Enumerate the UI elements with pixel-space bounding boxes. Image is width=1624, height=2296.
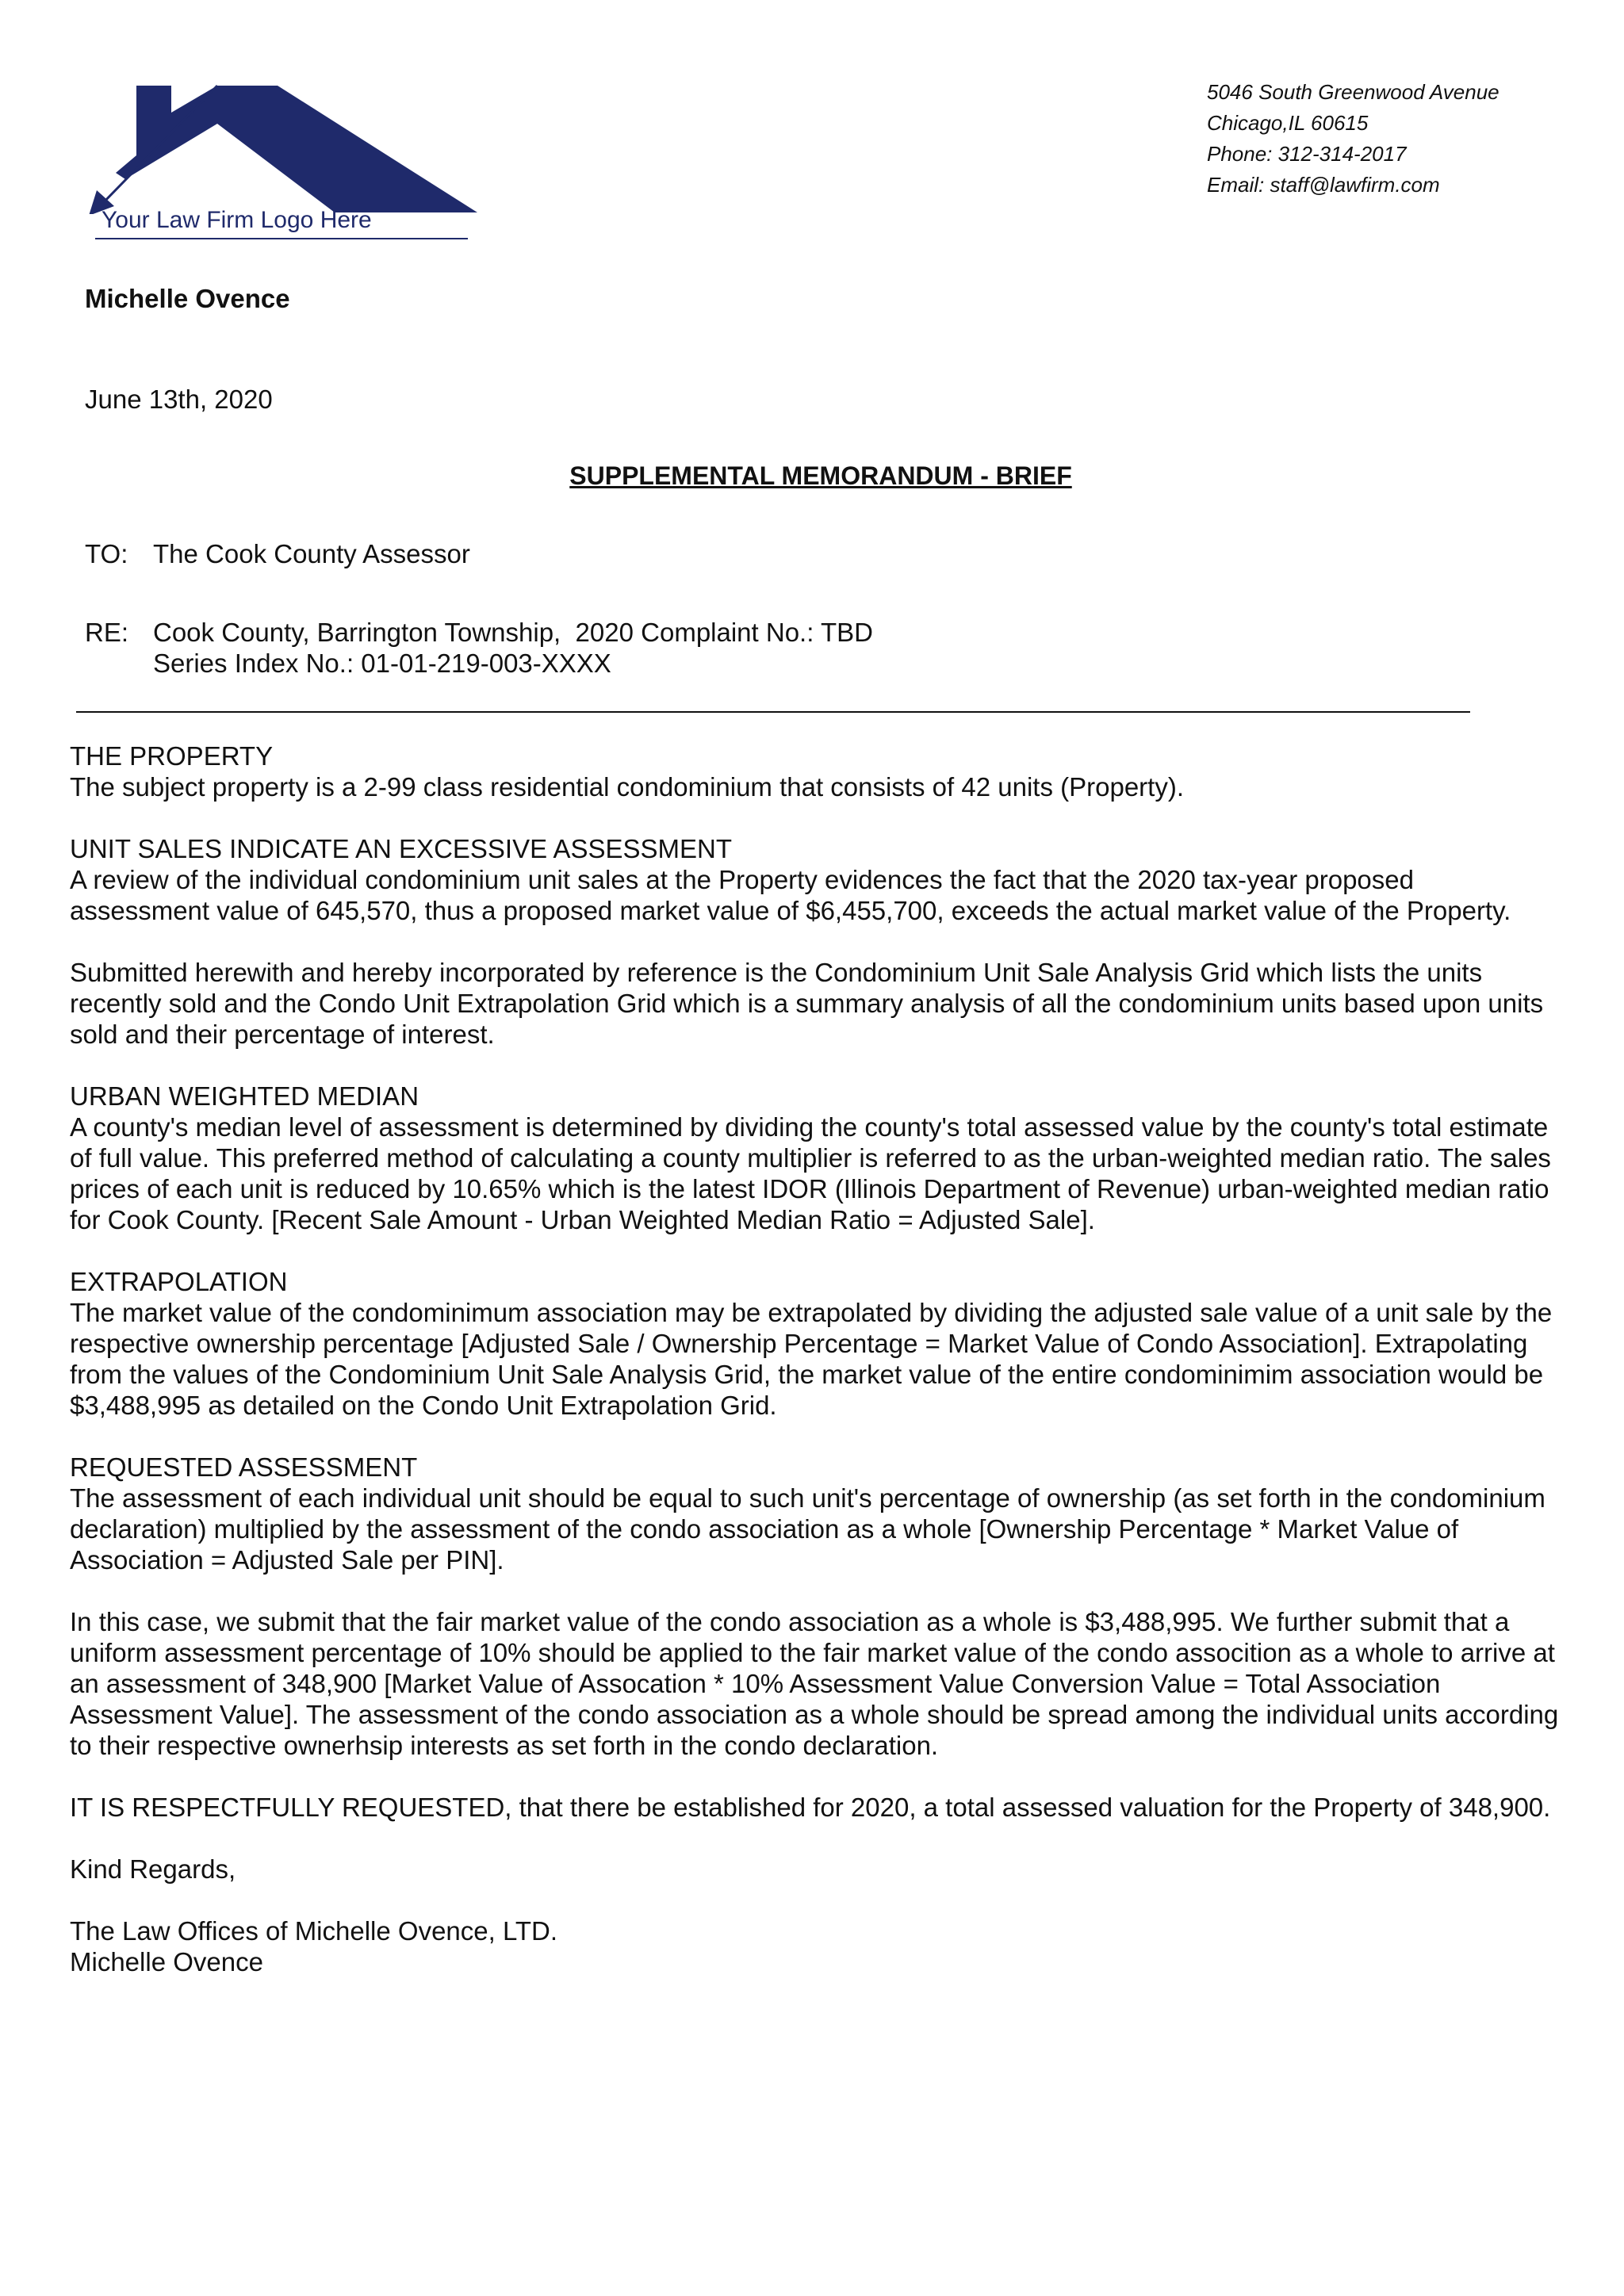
- to-value: The Cook County Assessor: [153, 539, 470, 568]
- section-text: The subject property is a 2-99 class residential condominium that consists of 42 units (Property).: [70, 772, 1184, 802]
- address-email: Email: staff@lawfirm.com: [1207, 173, 1440, 197]
- to-label: TO:: [85, 539, 128, 568]
- address-city: Chicago,IL 60615: [1207, 111, 1369, 135]
- section-extrapolation: [70, 1266, 1561, 1421]
- section-heading: THE PROPERTY: [70, 741, 274, 771]
- section-unit-sales: [70, 833, 1561, 926]
- sender-name: Michelle Ovence: [85, 284, 290, 313]
- section-urban-median: [70, 1081, 1561, 1235]
- section-text: The market value of the condominimum association may be extrapolated by dividing the adjusted sale value of a unit sale by the respective ownership percentage [Adjusted Sale / Ownership Percentage = Market Value of Condo Association]. Extrapolating from the values of the Condominium Unit Sale Analysis Grid, the market value of the entire condominimim association would be $3,488,995 as detailed on the Condo Unit Extrapolation Grid.: [70, 1298, 1553, 1420]
- section-heading: URBAN WEIGHTED MEDIAN: [70, 1081, 419, 1111]
- section-property: [70, 740, 1561, 802]
- signature-name: Michelle Ovence: [70, 1947, 263, 1976]
- closing: Kind Regards,: [70, 1854, 236, 1884]
- re-label: RE:: [85, 618, 129, 647]
- signature-firm: The Law Offices of Michelle Ovence, LTD.: [70, 1916, 558, 1946]
- re-line-2: Series Index No.: 01-01-219-003-XXXX: [153, 649, 611, 678]
- re-value: [153, 617, 873, 679]
- memo-title: SUPPLEMENTAL MEMORANDUM - BRIEF: [569, 461, 1072, 490]
- re-line: [85, 617, 873, 679]
- section-text: A review of the individual condominium unit sales at the Property evidences the fact that the 2020 tax-year proposed assessment value of 645,570, thus a proposed market value of $6,455,700, exceeds the actual market value of the Property.: [70, 865, 1511, 925]
- logo-text: Your Law Firm Logo Here: [102, 207, 372, 233]
- section-text: A county's median level of assessment is determined by dividing the county's total assessed value by the county's total estimate of full value. This preferred method of calculating a county multiplier is referred to as the urban-weighted median ratio. The sales prices of each unit is reduced by 10.65% which is the latest IDOR (Illinois Department of Revenue) urban-weighted median ratio for Cook County. [Recent Sale Amount - Urban Weighted Median Ratio = Adjusted Sale].: [70, 1112, 1551, 1234]
- section-text: The assessment of each individual unit should be equal to such unit's percentage of ownership (as set forth in the condominium declaration) multiplied by the assessment of the condo association as a whole [Ownership Percentage * Market Value of Association = Adjusted Sale per PIN].: [70, 1483, 1545, 1575]
- house-roof-icon: [82, 79, 495, 214]
- to-line: [85, 539, 470, 569]
- section-heading: REQUESTED ASSESSMENT: [70, 1452, 418, 1482]
- address-phone: Phone: 312-314-2017: [1207, 142, 1407, 166]
- letter-date: June 13th, 2020: [85, 385, 273, 414]
- memo-body: [70, 740, 1561, 2008]
- section-unit-sales-paragraph-2: Submitted herewith and hereby incorporated by reference is the Condominium Unit Sale Analysis Grid which lists the units recently sold and the Condo Unit Extrapolation Grid which is a summary analysis of all the condominium units based upon units sold and their percentage of interest.: [70, 958, 1544, 1049]
- signature-block: [70, 1915, 1561, 1977]
- address-street: 5046 South Greenwood Avenue: [1207, 80, 1500, 104]
- section-heading: UNIT SALES INDICATE AN EXCESSIVE ASSESSMENT: [70, 834, 733, 863]
- horizontal-divider: [76, 711, 1470, 713]
- section-requested-assessment: [70, 1452, 1561, 1575]
- section-heading: EXTRAPOLATION: [70, 1267, 288, 1296]
- section-requested-paragraph-2: In this case, we submit that the fair market value of the condo association as a whole is $3,488,995. We further submit that a uniform assessment percentage of 10% should be applied to the fair market value of the condo assocition as a whole to arrive at an assessment of 348,900 [Market Value of Assocation * 10% Assessment Value Conversion Value = Total Association Assessment Value]. The assessment of the condo association as a whole should be spread among the individual units according to their respective ownerhsip interests as set forth in the condo declaration.: [70, 1607, 1559, 1760]
- request-statement: IT IS RESPECTFULLY REQUESTED, that there be established for 2020, a total assessed valuation for the Property of 348,900.: [70, 1793, 1551, 1822]
- logo-underline: [95, 238, 468, 239]
- re-line-1: Cook County, Barrington Township, 2020 Complaint No.: TBD: [153, 618, 873, 647]
- firm-address-block: [1207, 77, 1500, 201]
- law-firm-logo: [82, 79, 495, 246]
